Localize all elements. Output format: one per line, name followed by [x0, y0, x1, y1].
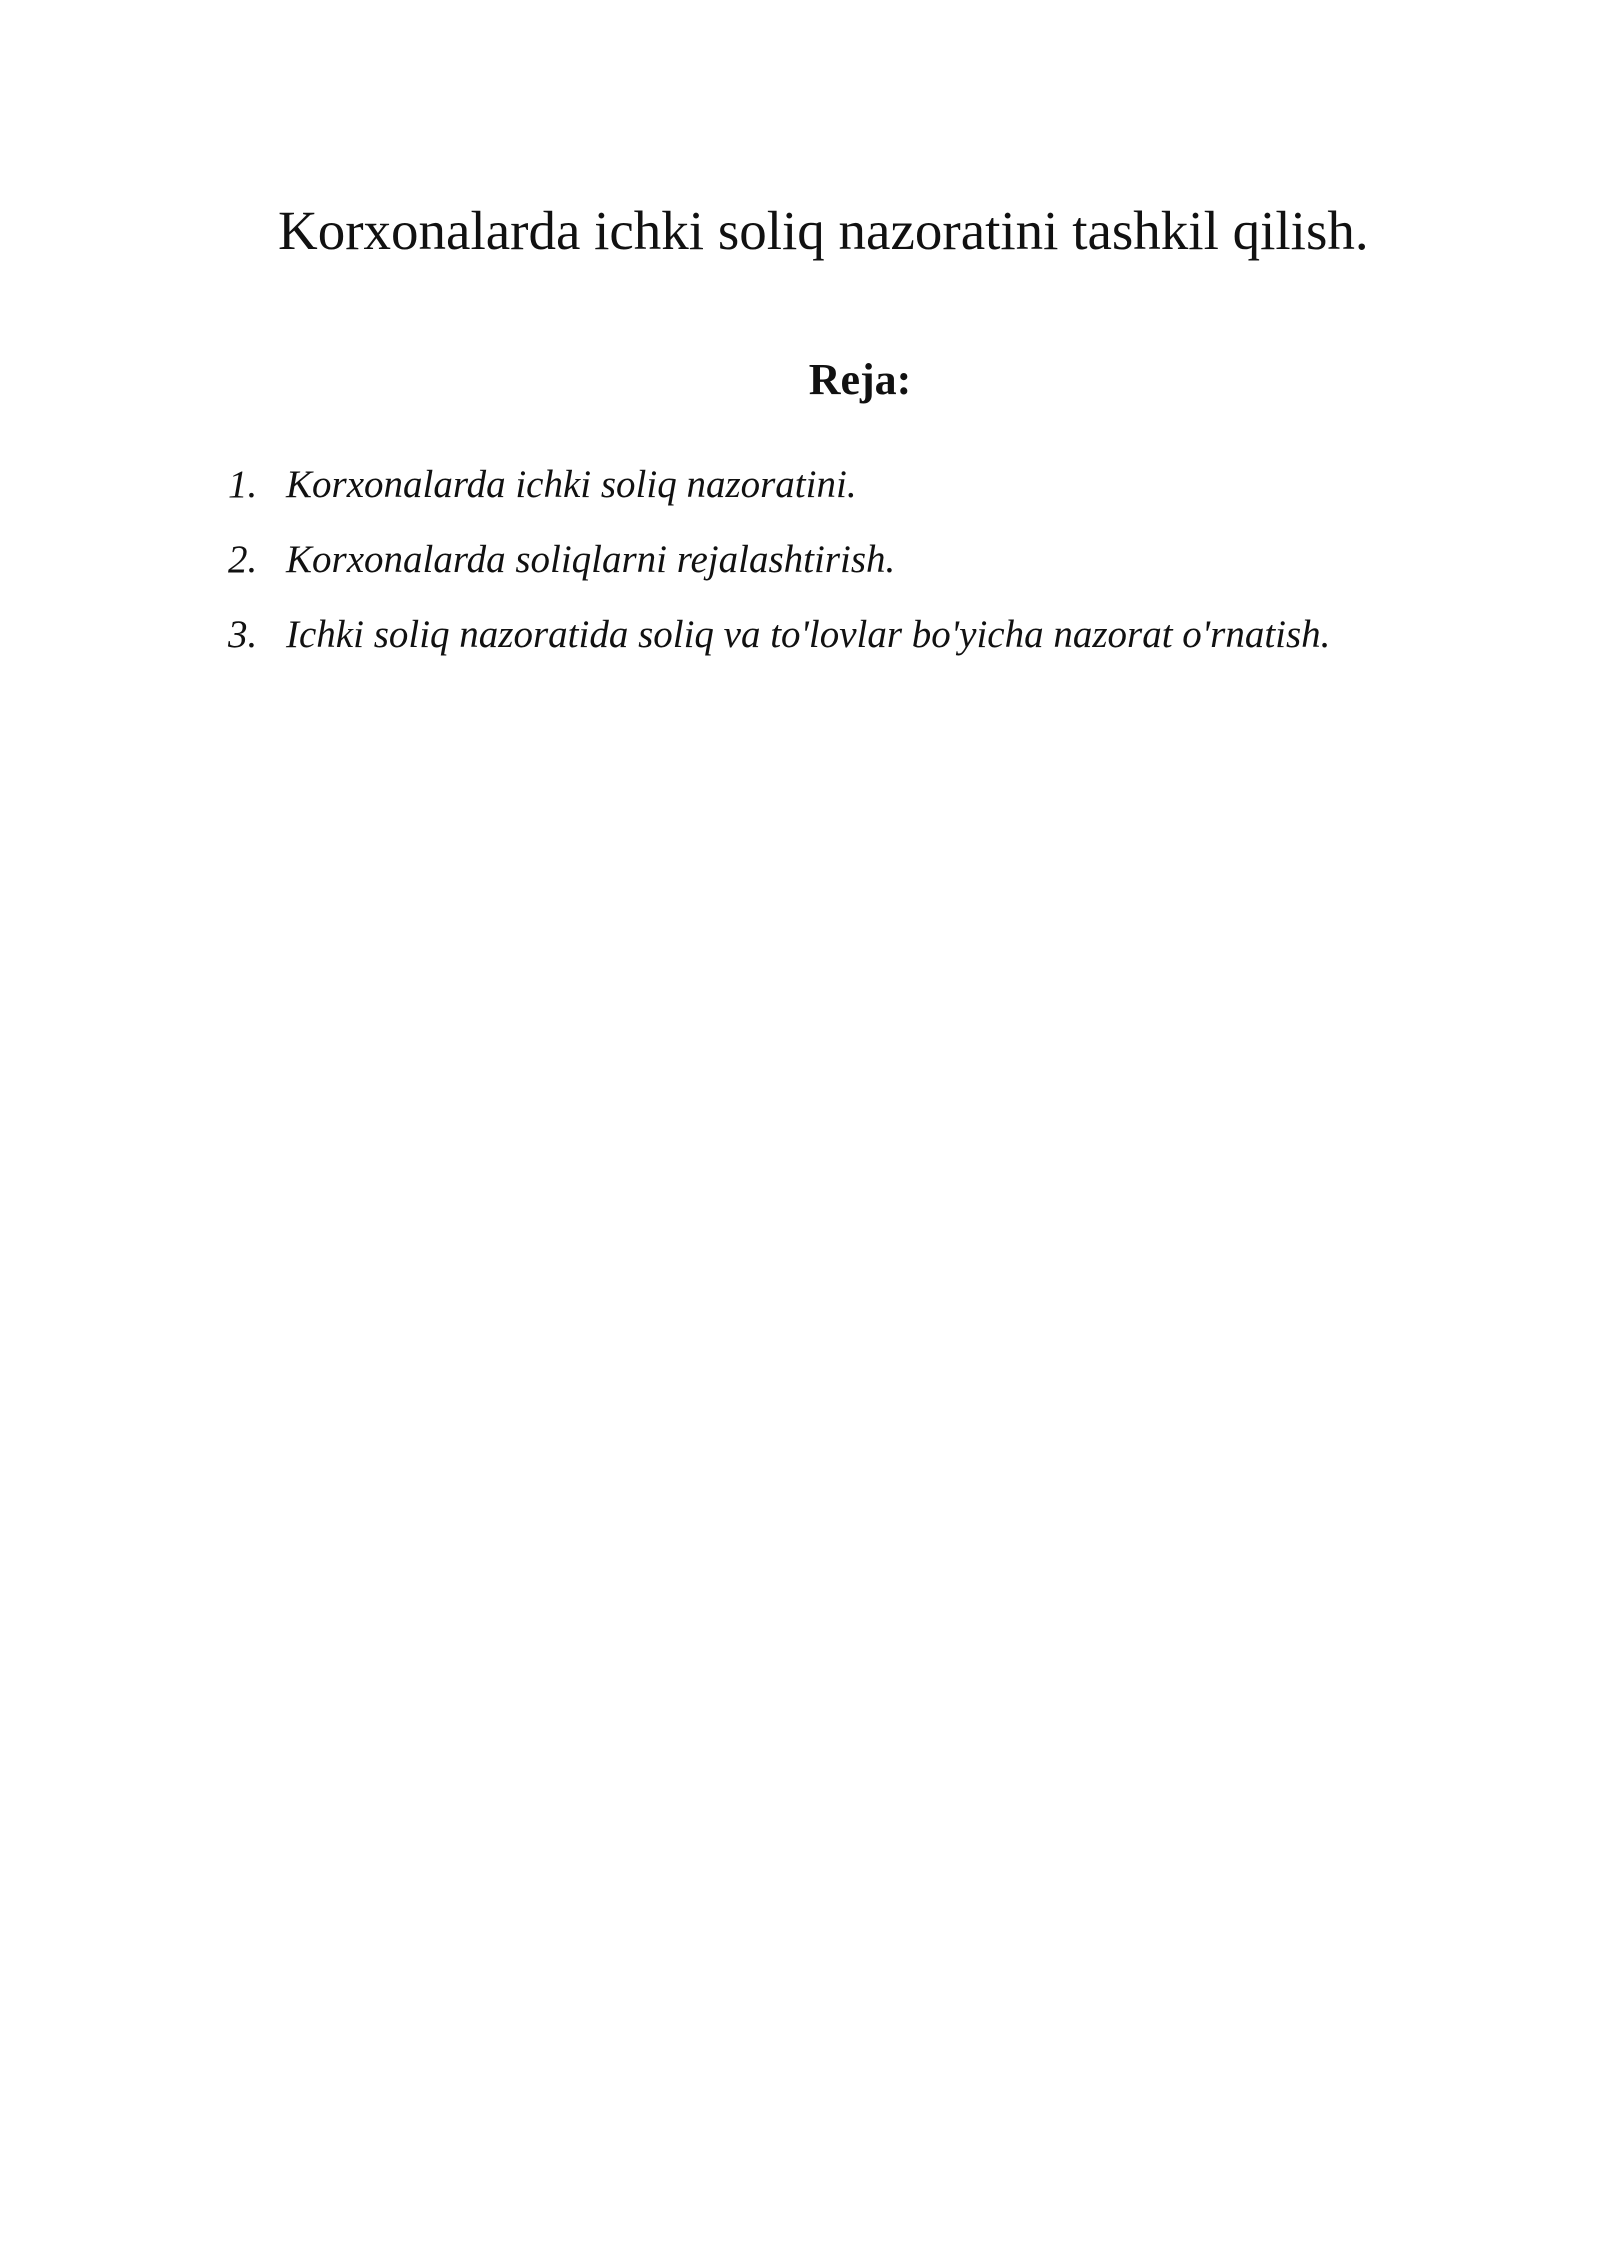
plan-item-number: 3.: [228, 613, 258, 656]
plan-item-3: [228, 597, 1330, 672]
plan-item-text: Korxonalarda soliqlarni rejalashtirish.: [286, 538, 896, 581]
plan-item-number: 2.: [228, 538, 258, 581]
plan-item-number: 1.: [228, 463, 258, 506]
plan-item-text: Ichki soliq nazoratida soliq va to'lovlar bo'yicha nazorat o'rnatish.: [286, 613, 1331, 656]
plan-item-1: [228, 447, 1330, 522]
plan-list: [228, 447, 1330, 672]
plan-heading: Reja:: [808, 355, 912, 404]
document-title: Korxonalarda ichki soliq nazoratini tashkil qilish.: [278, 200, 1369, 261]
plan-item-2: [228, 522, 1330, 597]
plan-item-text: Korxonalarda ichki soliq nazoratini.: [286, 463, 857, 506]
